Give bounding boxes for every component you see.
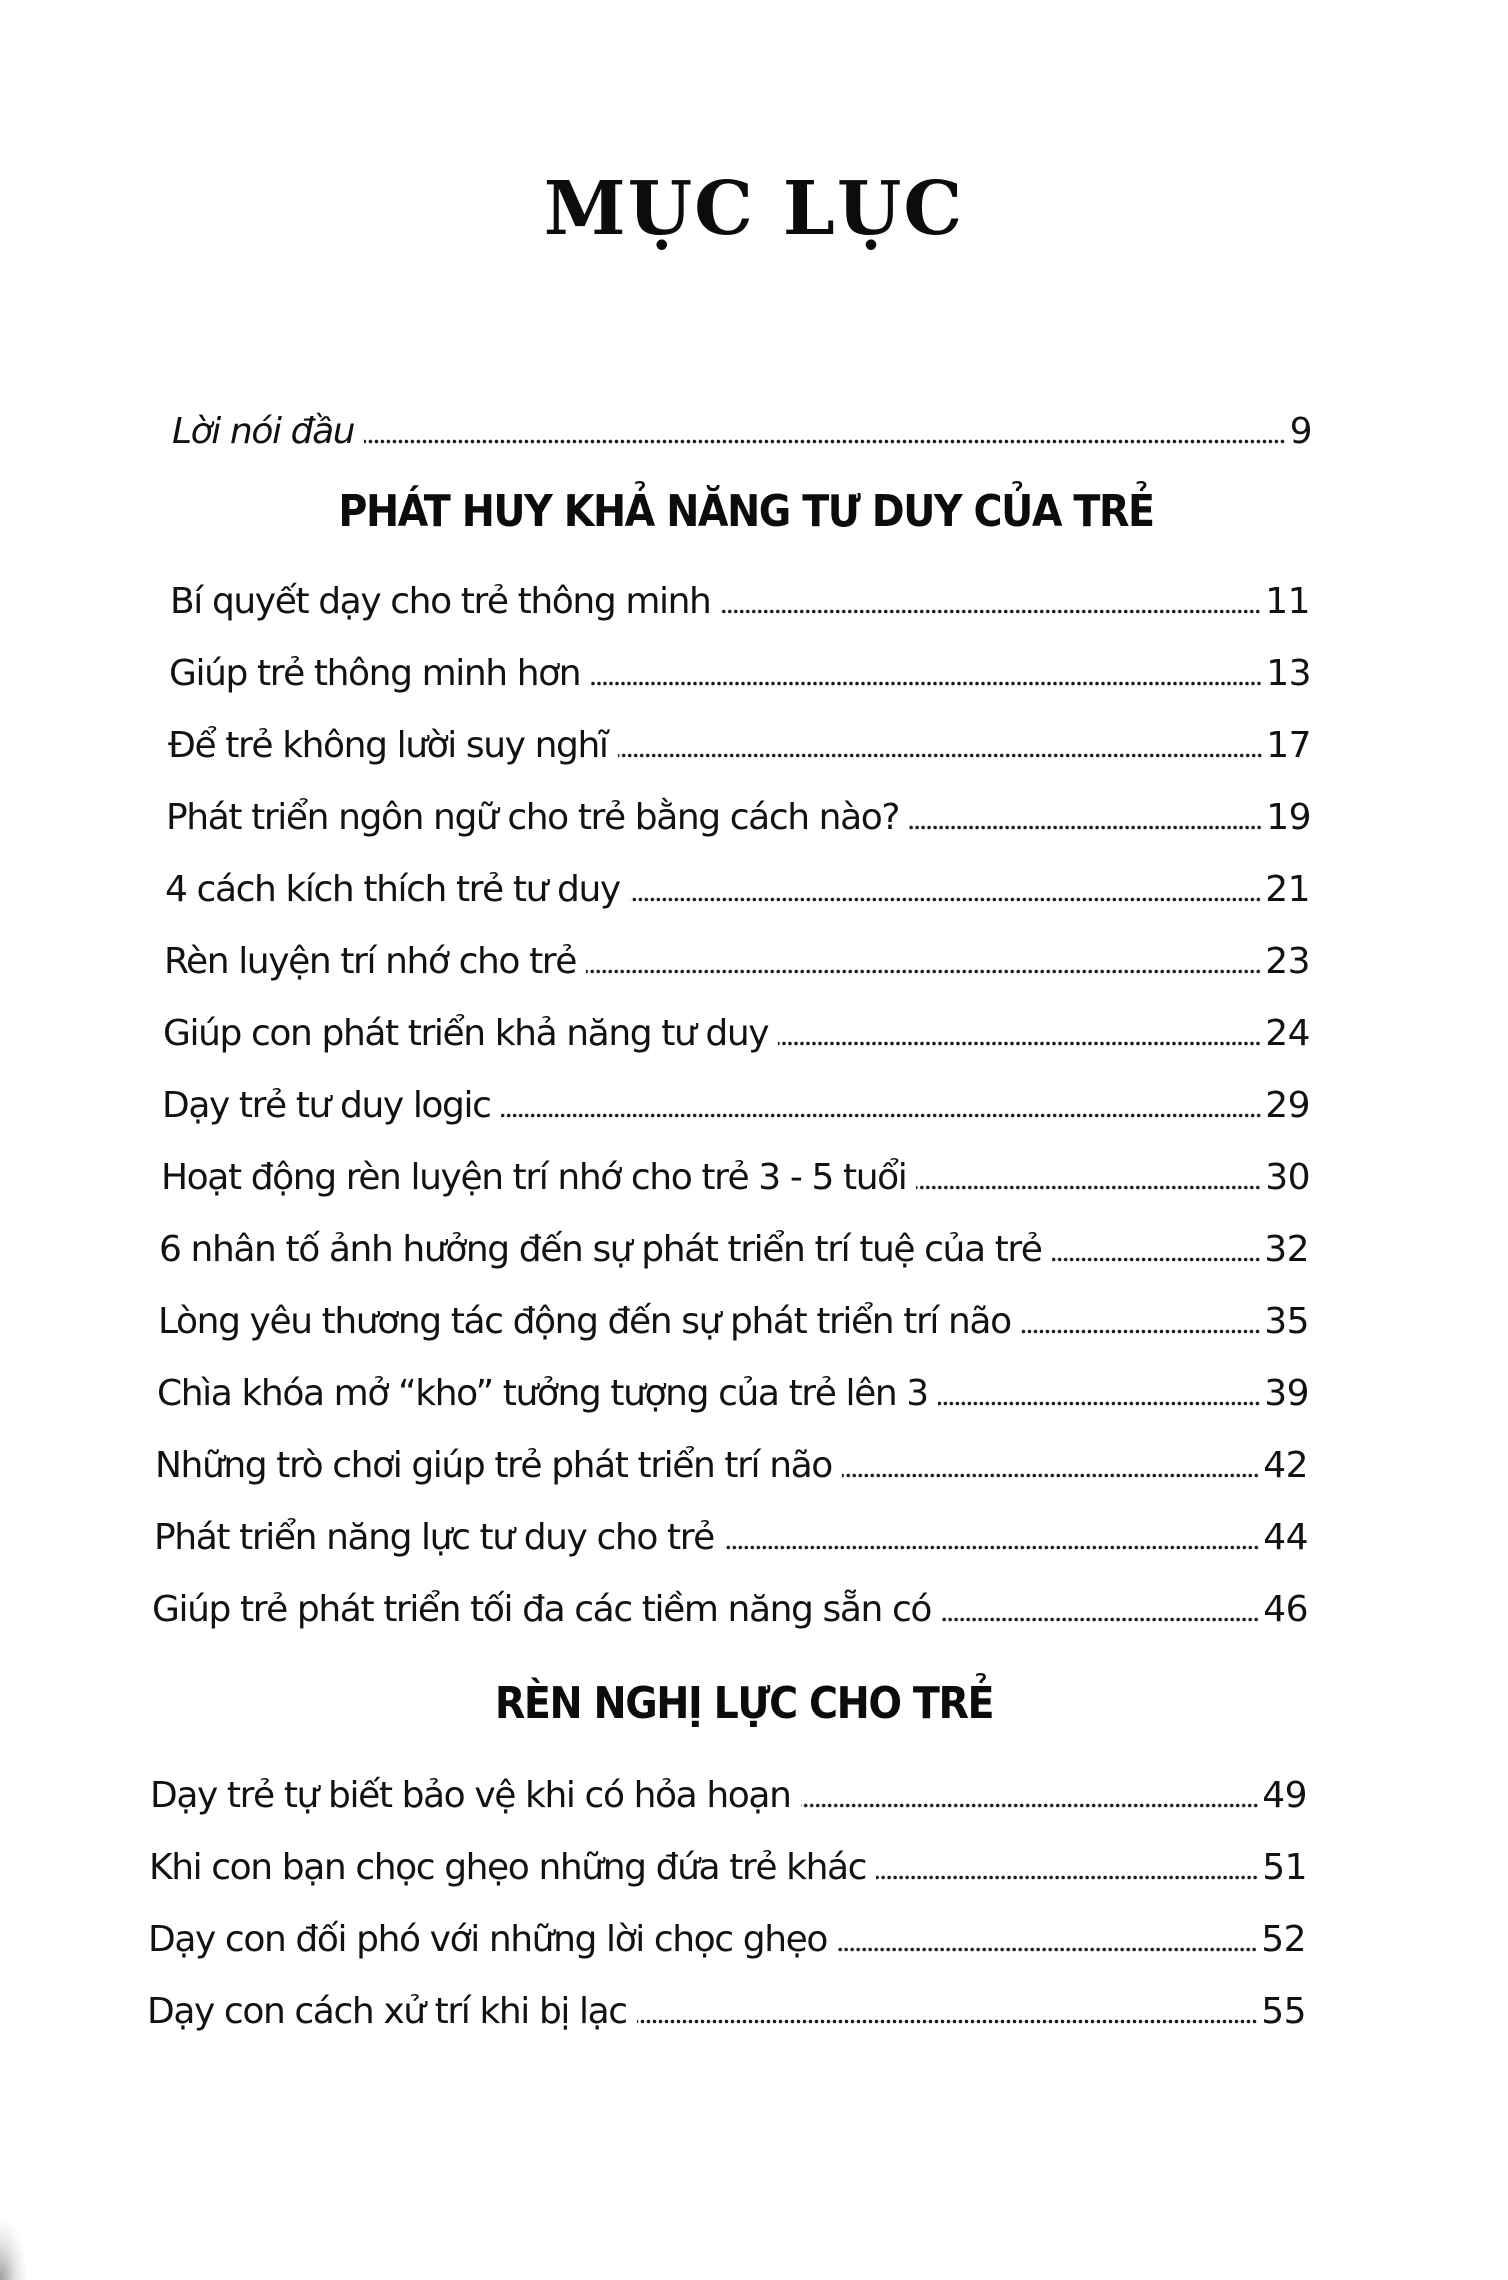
- toc-entry-label: Để trẻ không lười suy nghĩ: [168, 725, 608, 766]
- toc-entry[interactable]: [161, 1146, 1310, 1196]
- toc-page-number: 19: [1266, 797, 1311, 838]
- toc-entry-label: Lòng yêu thương tác động đến sự phát triển trí não: [158, 1301, 1011, 1342]
- toc-entry[interactable]: [166, 786, 1311, 836]
- dot-leader: [876, 1875, 1258, 1880]
- page-corner-shadow: [0, 2220, 26, 2280]
- dot-leader: [724, 1545, 1259, 1550]
- toc-entry[interactable]: [163, 1002, 1310, 1052]
- toc-entry-label: Những trò chơi giúp trẻ phát triển trí não: [155, 1445, 832, 1486]
- toc-entry[interactable]: [164, 930, 1310, 980]
- toc-entry-label: Khi con bạn chọc ghẹo những đứa trẻ khác: [149, 1847, 867, 1888]
- dot-leader: [909, 825, 1262, 830]
- toc-entry-label: Giúp trẻ thông minh hơn: [169, 653, 581, 694]
- section-heading: PHÁT HUY KHẢ NĂNG TƯ DUY CỦA TRẺ: [338, 486, 1154, 537]
- toc-page-number: 51: [1262, 1847, 1307, 1888]
- toc-entry[interactable]: [148, 1908, 1306, 1958]
- dot-leader: [842, 1473, 1259, 1478]
- toc-page-number: 49: [1262, 1775, 1307, 1816]
- toc-entry[interactable]: [157, 1362, 1309, 1412]
- dot-leader: [938, 1401, 1260, 1406]
- toc-entry-label: Phát triển ngôn ngữ cho trẻ bằng cách nào?: [166, 797, 900, 838]
- toc-entry-label: Phát triển năng lực tư duy cho trẻ: [154, 1517, 714, 1558]
- toc-entry-preface[interactable]: [172, 400, 1312, 450]
- toc-entry[interactable]: [169, 642, 1311, 692]
- dot-leader: [364, 439, 1285, 444]
- dot-leader: [941, 1617, 1259, 1622]
- toc-entry-label: Lời nói đầu: [172, 411, 355, 452]
- toc-entry[interactable]: [155, 1434, 1308, 1484]
- toc-entry[interactable]: [162, 1074, 1310, 1124]
- toc-page-number: 13: [1266, 653, 1311, 694]
- dot-leader: [501, 1113, 1262, 1118]
- toc-entry[interactable]: [150, 1764, 1307, 1814]
- toc-entry-label: 4 cách kích thích trẻ tư duy: [165, 869, 620, 910]
- toc-entry-label: Dạy con cách xử trí khi bị lạc: [147, 1991, 627, 2032]
- dot-leader: [1052, 1257, 1261, 1262]
- toc-page-number: 9: [1289, 411, 1312, 452]
- toc-entry[interactable]: [168, 714, 1311, 764]
- dot-leader: [720, 609, 1261, 614]
- toc-entry[interactable]: [158, 1290, 1309, 1340]
- dot-leader: [837, 1947, 1257, 1952]
- toc-entry[interactable]: [149, 1836, 1307, 1886]
- toc-entry[interactable]: [170, 570, 1310, 620]
- toc-entry-label: Giúp con phát triển khả năng tư duy: [163, 1013, 769, 1054]
- toc-entry[interactable]: [147, 1980, 1306, 2030]
- toc-page-number: 35: [1264, 1301, 1309, 1342]
- toc-entry[interactable]: [154, 1506, 1308, 1556]
- toc-page-number: 46: [1263, 1589, 1308, 1630]
- toc-entry-label: Chìa khóa mở “kho” tưởng tượng của trẻ lên 3: [157, 1373, 928, 1414]
- toc-entry-label: Rèn luyện trí nhớ cho trẻ: [164, 941, 576, 982]
- dot-leader: [630, 897, 1261, 902]
- dot-leader: [637, 2019, 1257, 2024]
- section-heading: RÈN NGHỊ LỰC CHO TRẺ: [494, 1678, 994, 1729]
- toc-page-number: 11: [1265, 581, 1310, 622]
- dot-leader: [801, 1803, 1259, 1808]
- toc-page-number: 52: [1261, 1919, 1306, 1960]
- dot-leader: [778, 1041, 1261, 1046]
- toc-page-number: 39: [1264, 1373, 1309, 1414]
- page-title: MỤC LỤC: [543, 166, 965, 252]
- dot-leader: [618, 753, 1263, 758]
- toc-entry-label: 6 nhân tố ảnh hưởng đến sự phát triển trí tuệ của trẻ: [159, 1229, 1042, 1270]
- toc-page-number: 42: [1263, 1445, 1308, 1486]
- toc-page-number: 55: [1261, 1991, 1306, 2032]
- dot-leader: [586, 969, 1261, 974]
- toc-entry-label: Hoạt động rèn luyện trí nhớ cho trẻ 3 - 5 tuổi: [161, 1157, 907, 1198]
- toc-page-number: 29: [1265, 1085, 1310, 1126]
- toc-page-number: 44: [1263, 1517, 1308, 1558]
- toc-page-number: 24: [1265, 1013, 1310, 1054]
- toc-entry[interactable]: [159, 1218, 1309, 1268]
- toc-page-number: 30: [1265, 1157, 1310, 1198]
- toc-entry[interactable]: [152, 1578, 1308, 1628]
- dot-leader: [590, 681, 1262, 686]
- dot-leader: [1021, 1329, 1260, 1334]
- toc-page-number: 23: [1265, 941, 1310, 982]
- toc-page-number: 21: [1265, 869, 1310, 910]
- toc-entry-label: Bí quyết dạy cho trẻ thông minh: [170, 581, 711, 622]
- toc-entry-label: Dạy trẻ tự biết bảo vệ khi có hỏa hoạn: [150, 1775, 791, 1816]
- toc-entry-label: Dạy trẻ tư duy logic: [162, 1085, 491, 1126]
- toc-entry-label: Dạy con đối phó với những lời chọc ghẹo: [148, 1919, 827, 1960]
- toc-entry[interactable]: [165, 858, 1310, 908]
- toc-page-number: 32: [1264, 1229, 1309, 1270]
- dot-leader: [916, 1185, 1261, 1190]
- toc-page-number: 17: [1266, 725, 1311, 766]
- toc-entry-label: Giúp trẻ phát triển tối đa các tiềm năng sẵn có: [152, 1589, 932, 1630]
